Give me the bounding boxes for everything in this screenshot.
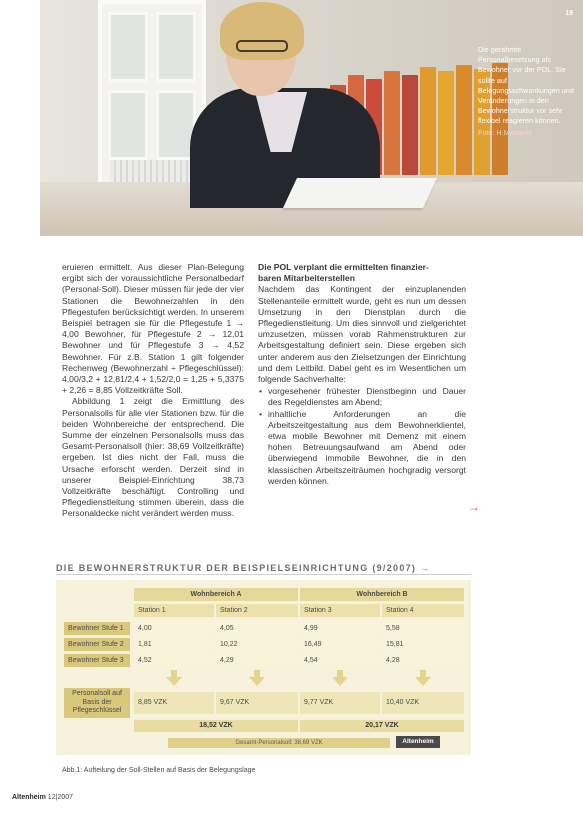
table-cell: 16,49: [300, 638, 380, 651]
page-footer: [12, 794, 73, 801]
table-cell: 1,81: [134, 638, 214, 651]
down-arrow-icon: [415, 677, 431, 686]
table-cell: 4,54: [300, 654, 380, 667]
down-arrow-icon: [332, 677, 348, 686]
footer-issue: 12|2007: [47, 794, 73, 801]
photo-caption: [478, 46, 574, 139]
personal-soll-value: 9,67 VZK: [216, 692, 298, 714]
table-cell: 4,99: [300, 622, 380, 635]
personal-soll-value: 9,77 VZK: [300, 692, 380, 714]
section-heading-line1: Die POL verplant die ermittelten finanzier-: [258, 262, 429, 272]
personal-soll-value: 8,85 VZK: [134, 692, 214, 714]
down-arrow-icon: [249, 677, 265, 686]
personal-soll-value: 10,40 VZK: [382, 692, 464, 714]
altenheim-logo: Altenheim: [396, 736, 440, 748]
table-cell: 5,58: [382, 622, 464, 635]
figure-rule: [56, 574, 471, 575]
footer-brand: Altenheim: [12, 794, 46, 801]
table-cell: 4,00: [134, 622, 214, 635]
area-header-a: Wohnbereich A: [134, 588, 298, 601]
personal-soll-label: Personalsoll auf Basis der Pflegeschlüssel: [64, 688, 130, 718]
left-paragraph-2: Abbildung 1 zeigt die Ermittlung des Personalsolls für alle vier Stationen bzw. für die beiden Wohnbereiche der entsprechend. Die Summe der einzelnen Personalsolls muss das Gesamt-Personalsoll (hier: 38,69 Vollzeitkräfte) ergeben. Ist dies nicht der Fall, muss die Ursache erforscht werden. Derzeit sind in unserer Beispiel-Einrichtung 38,73 Vollzeitkräfte beschäftigt. Controlling und Pflegedienstleitung stimmen überein, dass die Personaldecke nicht verändert werden muss.: [62, 396, 244, 519]
figure-caption: Abb.1: Aufteilung der Soll-Stellen auf Basis der Belegungslage: [62, 767, 256, 774]
photo-credit: Foto: H.Mangold: [478, 129, 532, 137]
station-header-3: Station 3: [300, 604, 380, 617]
table-cell: 4,29: [216, 654, 298, 667]
section-heading-line2: baren Mitarbeiterstellen: [258, 273, 355, 284]
table-cell: 15,81: [382, 638, 464, 651]
resident-structure-figure: [56, 580, 471, 755]
table-cell: 10,22: [216, 638, 298, 651]
row-label-stufe-2: Bewohner Stufe 2: [64, 638, 130, 651]
table-cell: 4,52: [134, 654, 214, 667]
bullet-item: • inhaltliche Anforderungen an die Arbeitszeitgestaltung aus dem Bewohnerklientel, etwa mobile Bewohner mit Demenz mit einem hohen Betreuungsaufwand am Abend oder überwiegend immobile Bewohner, die in den klassischen Arbeitszeiträumen hochgradig versorgt werden können.: [258, 409, 466, 487]
page-number: 19: [565, 10, 573, 17]
section-heading: [258, 262, 466, 284]
area-b-sum: 20,17 VZK: [300, 720, 464, 732]
row-label-stufe-1: Bewohner Stufe 1: [64, 622, 130, 635]
station-header-1: Station 1: [134, 604, 214, 617]
figure-title-text: DIE BEWOHNERSTRUKTUR DER BEISPIELSEINRICHTUNG (9/2007): [56, 563, 417, 573]
table-cell: 4,05: [216, 622, 298, 635]
station-header-2: Station 2: [216, 604, 298, 617]
photo-glasses: [236, 40, 288, 52]
continue-arrow-icon: →: [468, 500, 480, 514]
table-cell: 4,28: [382, 654, 464, 667]
left-paragraph-1: eruieren ermittelt. Aus dieser Plan-Belegung ergibt sich der voraussichtliche Personalbedarf (Personal-Soll). Dieser müssen für jede der vier Stationen die Bewohnerzahlen in den Pflegestufen berücksichtigt werden. In unserem Beispiel betragen sie für die Pflegestufe 1 → 4,00 Bewohner, für Pflegestufe 2 → 12,01 Bewohner und für Pflegestufe 3 → 4,52 Bewohner. Für z.B. Station 1 gilt folgender Rechenweg (Bewohnerzahl ÷ Pflegeschlüssel): 4,00/3,2 + 12,81/2,4 + 1,52/2,0 = 1,25 + 5,3375 + 2,26 = 8,85 Vollzeitkräfte Soll.: [62, 262, 244, 396]
right-paragraph: Nachdem das Kontingent der einzuplanenden Stellenanteile ermittelt wurde, geht es nun um dessen Umsetzung in den Dienstplan durch die Pflegedienstleitung. Um dies sinnvoll und zielgerichtet umzusetzen, müssen vorab Rahmenstrukturen zur Arbeitsgestaltung definiert sein. Diese ergeben sich unter anderem aus den Zielsetzungen der Einrichtung und dem Leitbild. Dabei geht es im Wesentlichen um folgende Sachverhalte:: [258, 284, 466, 385]
photo-papers: [283, 178, 437, 208]
area-header-b: Wohnbereich B: [300, 588, 464, 601]
bullet-list: [258, 386, 466, 487]
figure-title-arrow-icon: →: [420, 563, 430, 573]
row-label-stufe-3: Bewohner Stufe 3: [64, 654, 130, 667]
bullet-item: • vorgesehener frühester Dienstbeginn und Dauer des Regeldienstes am Abend;: [258, 386, 466, 408]
area-a-sum: 18,52 VZK: [134, 720, 298, 732]
figure-title: [56, 563, 429, 573]
left-text-column: [62, 262, 244, 520]
photo-caption-text: Die gerahmte Personalbesetzung als Bewohner vor der POL. Sie sollte auf Belegungsschwankungen und Veränderungen in den Bewohnerstruktur vor sehr flexibel reagieren können.: [478, 47, 574, 126]
down-arrow-icon: [166, 677, 182, 686]
right-text-column: [258, 262, 466, 487]
station-header-4: Station 4: [382, 604, 464, 617]
total-personal-soll: Gesamt-Personalsoll: 38,69 VZK: [168, 738, 390, 748]
